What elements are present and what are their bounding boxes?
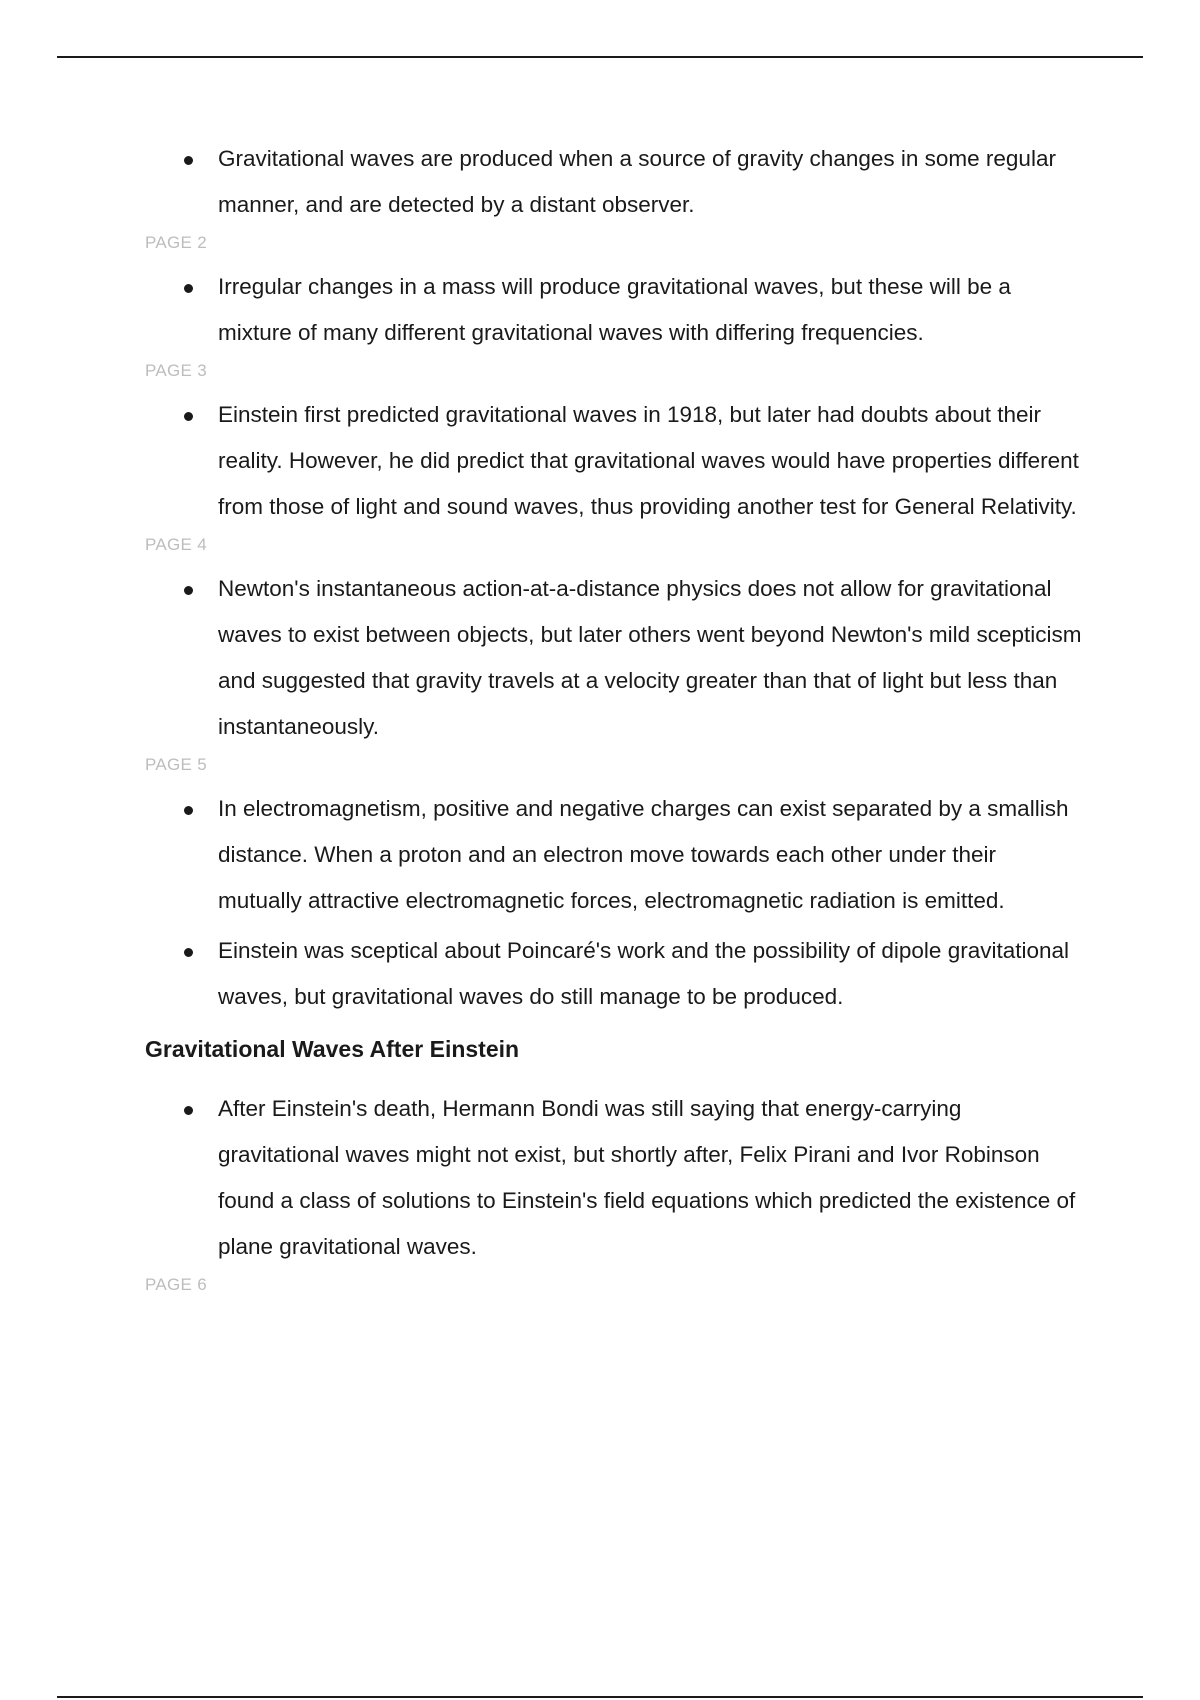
page-marker: PAGE 3 <box>145 361 207 380</box>
list-item: Einstein first predicted gravitational waves in 1918, but later had doubts about their reality. However, he did predict that gravitational waves would have properties different from those of light and sound waves, thus providing another test for General Relativity. <box>145 392 1085 530</box>
bullet-list <box>145 786 1085 1020</box>
bullet-list <box>145 264 1085 356</box>
bullet-icon <box>184 1106 193 1115</box>
document-body <box>145 136 1085 1306</box>
page-marker: PAGE 6 <box>145 1275 207 1294</box>
bullet-icon <box>184 156 193 165</box>
section-heading: Gravitational Waves After Einstein <box>145 1036 520 1062</box>
bullet-icon <box>184 586 193 595</box>
bullet-list <box>145 1086 1085 1270</box>
bullet-icon <box>184 412 193 421</box>
list-item: Irregular changes in a mass will produce gravitational waves, but these will be a mixture of many different gravitational waves with differing frequencies. <box>145 264 1085 356</box>
list-item: After Einstein's death, Hermann Bondi was still saying that energy-carrying gravitational waves might not exist, but shortly after, Felix Pirani and Ivor Robinson found a class of solutions to Einstein's field equations which predicted the existence of plane gravitational waves. <box>145 1086 1085 1270</box>
list-item: Einstein was sceptical about Poincaré's work and the possibility of dipole gravitational waves, but gravitational waves do still manage to be produced. <box>145 928 1085 1020</box>
list-item: Gravitational waves are produced when a source of gravity changes in some regular manner, and are detected by a distant observer. <box>145 136 1085 228</box>
top-rule <box>57 56 1143 58</box>
page-marker: PAGE 2 <box>145 233 207 252</box>
bullet-list <box>145 392 1085 530</box>
list-item: Newton's instantaneous action-at-a-distance physics does not allow for gravitational waves to exist between objects, but later others went beyond Newton's mild scepticism and suggested that gravity travels at a velocity greater than that of light but less than instantaneously. <box>145 566 1085 750</box>
page-marker: PAGE 5 <box>145 755 207 774</box>
page-marker: PAGE 4 <box>145 535 207 554</box>
bullet-list <box>145 566 1085 750</box>
bottom-rule <box>57 1696 1143 1698</box>
bullet-icon <box>184 806 193 815</box>
bullet-icon <box>184 284 193 293</box>
list-item: In electromagnetism, positive and negative charges can exist separated by a smallish distance. When a proton and an electron move towards each other under their mutually attractive electromagnetic forces, electromagnetic radiation is emitted. <box>145 786 1085 924</box>
bullet-icon <box>184 948 193 957</box>
bullet-list <box>145 136 1085 228</box>
